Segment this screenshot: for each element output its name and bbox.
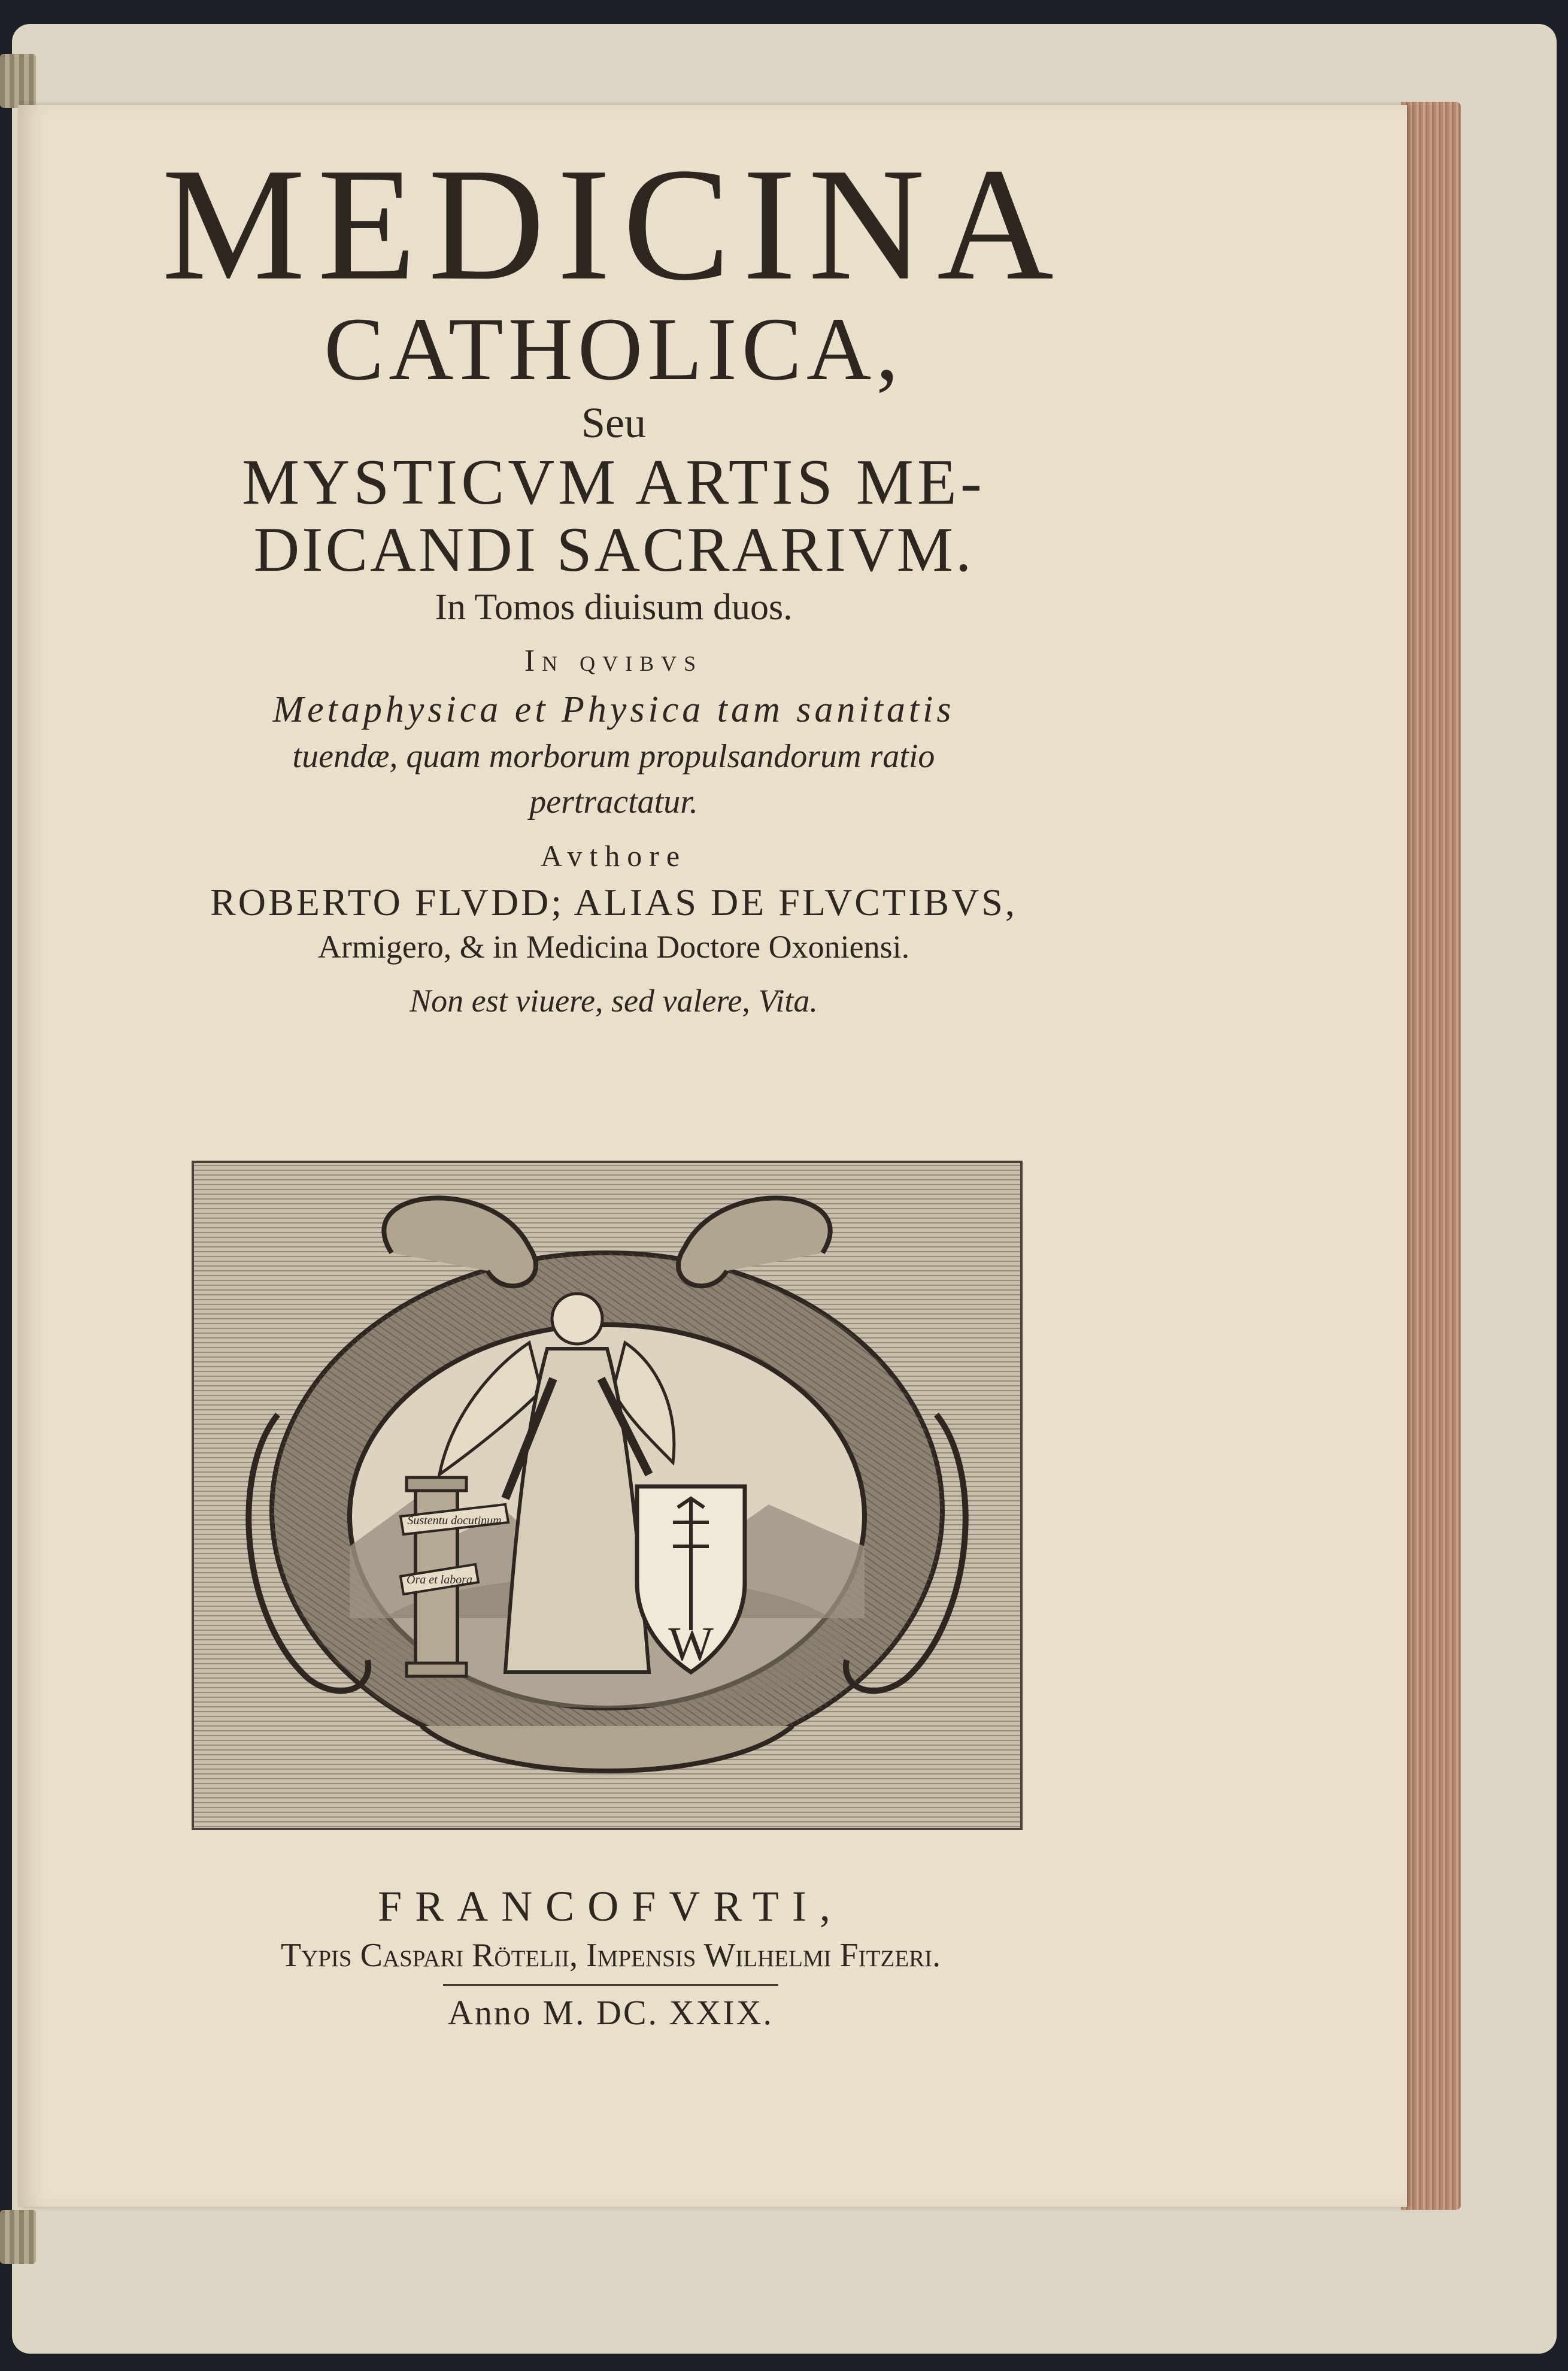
banner-lower-text: Ora et labora [407, 1573, 472, 1586]
imprint-date: Anno M. DC. XXIX. [448, 1993, 774, 2032]
subtitle-line1: MYSTICVM ARTIS ME- [242, 446, 985, 518]
spine-tie-top [0, 54, 36, 108]
author-heading: Avthore [540, 839, 687, 873]
title-block [90, 135, 1138, 1029]
author-name: ROBERTO FLVDD; ALIAS DE FLVCTIBVS, [210, 881, 1017, 924]
volumes-note: In Tomos diuisum duos. [435, 586, 793, 628]
contents-line3: pertractatur. [529, 783, 698, 820]
imprint-block [192, 1881, 1030, 2033]
engraving-illustration [194, 1163, 1020, 1828]
imprint-place: FRANCOFVRTI, [378, 1882, 844, 1930]
shield-monogram: W [668, 1618, 714, 1671]
in-quibus-heading: In qvibvs [524, 644, 703, 679]
printers-device-engraving [192, 1161, 1023, 1830]
banner-upper-text: Sustentu docutinum [407, 1514, 502, 1527]
spine-tie-bottom [0, 2210, 36, 2264]
subtitle-connector: Seu [581, 398, 646, 447]
imprint-printer: Typis Caspari Rötelii, Impensis Wilhelmi Fitzeri. [280, 1937, 941, 1975]
contents-line2: tuendæ, quam morborum propulsandorum ratio [292, 737, 935, 775]
main-title-line2: CATHOLICA, [324, 299, 903, 399]
author-credentials: Armigero, & in Medicina Doctore Oxoniensi. [317, 928, 910, 965]
page-edges [1401, 102, 1461, 2210]
motto: Non est viuere, sed valere, Vita. [410, 983, 818, 1019]
main-title: MEDICINA [162, 135, 1066, 314]
subtitle-line2: DICANDI SACRARIVM. [253, 514, 974, 585]
contents-line1: Metaphysica et Physica tam sanitatis [272, 689, 955, 731]
imprint-rule [443, 1984, 778, 1986]
